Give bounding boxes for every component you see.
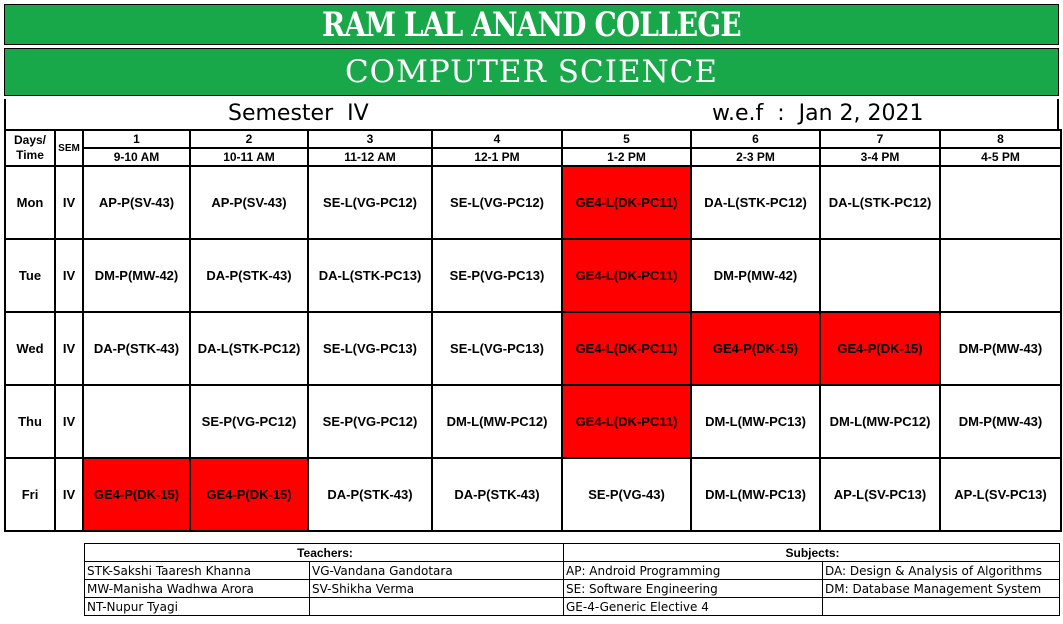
effective-date-label: w.e.f : Jan 2, 2021: [712, 101, 924, 126]
period-time-4: 12-1 PM: [432, 148, 562, 166]
subject-entry: SE: Software Engineering: [564, 580, 823, 598]
class-cell: GE4-L(DK-PC11): [562, 385, 691, 458]
subjects-header: Subjects:: [564, 544, 1060, 562]
day-label: Wed: [5, 312, 55, 385]
class-cell: AP-L(SV-PC13): [940, 458, 1061, 531]
college-name: RAM LAL ANAND COLLEGE: [322, 5, 741, 45]
timetable-row-fri: [5, 458, 1061, 531]
teacher-entry: NT-Nupur Tyagi: [85, 598, 310, 616]
class-cell: GE4-P(DK-15): [190, 458, 308, 531]
period-number-3: 3: [308, 130, 432, 148]
day-label: Tue: [5, 239, 55, 312]
class-cell: DM-P(MW-42): [83, 239, 190, 312]
class-cell: DA-P(STK-43): [83, 312, 190, 385]
period-time-3: 11-12 AM: [308, 148, 432, 166]
class-cell: SE-P(VG-PC12): [308, 385, 432, 458]
sem-cell: IV: [55, 458, 83, 531]
class-cell: DA-L(STK-PC12): [691, 166, 820, 239]
class-cell: GE4-L(DK-PC11): [562, 166, 691, 239]
period-number-4: 4: [432, 130, 562, 148]
period-number-5: 5: [562, 130, 691, 148]
period-number-7: 7: [820, 130, 940, 148]
class-cell: SE-L(VG-PC12): [432, 166, 562, 239]
sem-cell: IV: [55, 385, 83, 458]
period-time-1: 9-10 AM: [83, 148, 190, 166]
class-cell: AP-P(SV-43): [83, 166, 190, 239]
days-header-line2: Time: [16, 148, 44, 162]
period-time-8: 4-5 PM: [940, 148, 1061, 166]
class-cell: [940, 166, 1061, 239]
class-cell: SE-L(VG-PC13): [308, 312, 432, 385]
class-cell: DA-L(STK-PC12): [190, 312, 308, 385]
period-number-6: 6: [691, 130, 820, 148]
teacher-entry: MW-Manisha Wadhwa Arora: [85, 580, 310, 598]
class-cell: DM-L(MW-PC12): [432, 385, 562, 458]
class-cell: SE-L(VG-PC12): [308, 166, 432, 239]
sem-cell: IV: [55, 312, 83, 385]
sem-cell: IV: [55, 166, 83, 239]
days-header-line1: Days/: [13, 133, 47, 147]
class-cell: DM-L(MW-PC13): [691, 458, 820, 531]
day-label: Thu: [5, 385, 55, 458]
sem-cell: IV: [55, 239, 83, 312]
teachers-header: Teachers:: [85, 544, 564, 562]
teacher-entry: STK-Sakshi Taaresh Khanna: [85, 562, 310, 580]
subject-entry: GE-4-Generic Elective 4: [564, 598, 823, 616]
class-cell: DA-L(STK-PC13): [308, 239, 432, 312]
class-cell: DM-P(MW-43): [940, 385, 1061, 458]
class-cell: SE-P(VG-PC13): [432, 239, 562, 312]
class-cell: DM-P(MW-43): [940, 312, 1061, 385]
class-cell: [83, 385, 190, 458]
semester-label: Semester IV: [228, 101, 369, 126]
class-cell: SE-P(VG-43): [562, 458, 691, 531]
class-cell: GE4-L(DK-PC11): [562, 239, 691, 312]
class-cell: DA-P(STK-43): [190, 239, 308, 312]
class-cell: DM-L(MW-PC12): [820, 385, 940, 458]
class-cell: GE4-P(DK-15): [83, 458, 190, 531]
subject-entry: [823, 598, 1060, 616]
day-label: Fri: [5, 458, 55, 531]
days-time-header: [5, 130, 55, 166]
timetable-row-mon: [5, 166, 1061, 239]
class-cell: AP-P(SV-43): [190, 166, 308, 239]
class-cell: GE4-P(DK-15): [820, 312, 940, 385]
class-cell: DA-P(STK-43): [432, 458, 562, 531]
class-cell: AP-L(SV-PC13): [820, 458, 940, 531]
period-time-5: 1-2 PM: [562, 148, 691, 166]
timetable: [4, 129, 1062, 532]
class-cell: [940, 239, 1061, 312]
department-name: COMPUTER SCIENCE: [344, 54, 719, 90]
class-cell: [820, 239, 940, 312]
class-cell: DA-P(STK-43): [308, 458, 432, 531]
period-time-2: 10-11 AM: [190, 148, 308, 166]
college-title-band: [4, 4, 1059, 45]
legend-table: [84, 543, 1060, 616]
period-number-1: 1: [83, 130, 190, 148]
teacher-entry: SV-Shikha Verma: [310, 580, 564, 598]
class-cell: SE-L(VG-PC13): [432, 312, 562, 385]
period-number-2: 2: [190, 130, 308, 148]
timetable-row-wed: [5, 312, 1061, 385]
class-cell: DM-P(MW-42): [691, 239, 820, 312]
teacher-entry: VG-Vandana Gandotara: [310, 562, 564, 580]
class-cell: SE-P(VG-PC12): [190, 385, 308, 458]
subject-entry: DA: Design & Analysis of Algorithms: [823, 562, 1060, 580]
subject-entry: AP: Android Programming: [564, 562, 823, 580]
period-time-6: 2-3 PM: [691, 148, 820, 166]
class-cell: DA-L(STK-PC12): [820, 166, 940, 239]
class-cell: GE4-P(DK-15): [691, 312, 820, 385]
period-time-7: 3-4 PM: [820, 148, 940, 166]
timetable-row-tue: [5, 239, 1061, 312]
day-label: Mon: [5, 166, 55, 239]
class-cell: DM-L(MW-PC13): [691, 385, 820, 458]
sem-header: SEM: [55, 130, 83, 166]
semester-row: [4, 99, 1059, 129]
subject-entry: DM: Database Management System: [823, 580, 1060, 598]
teacher-entry: [310, 598, 564, 616]
department-band: [4, 48, 1059, 96]
class-cell: GE4-L(DK-PC11): [562, 312, 691, 385]
period-number-8: 8: [940, 130, 1061, 148]
timetable-row-thu: [5, 385, 1061, 458]
